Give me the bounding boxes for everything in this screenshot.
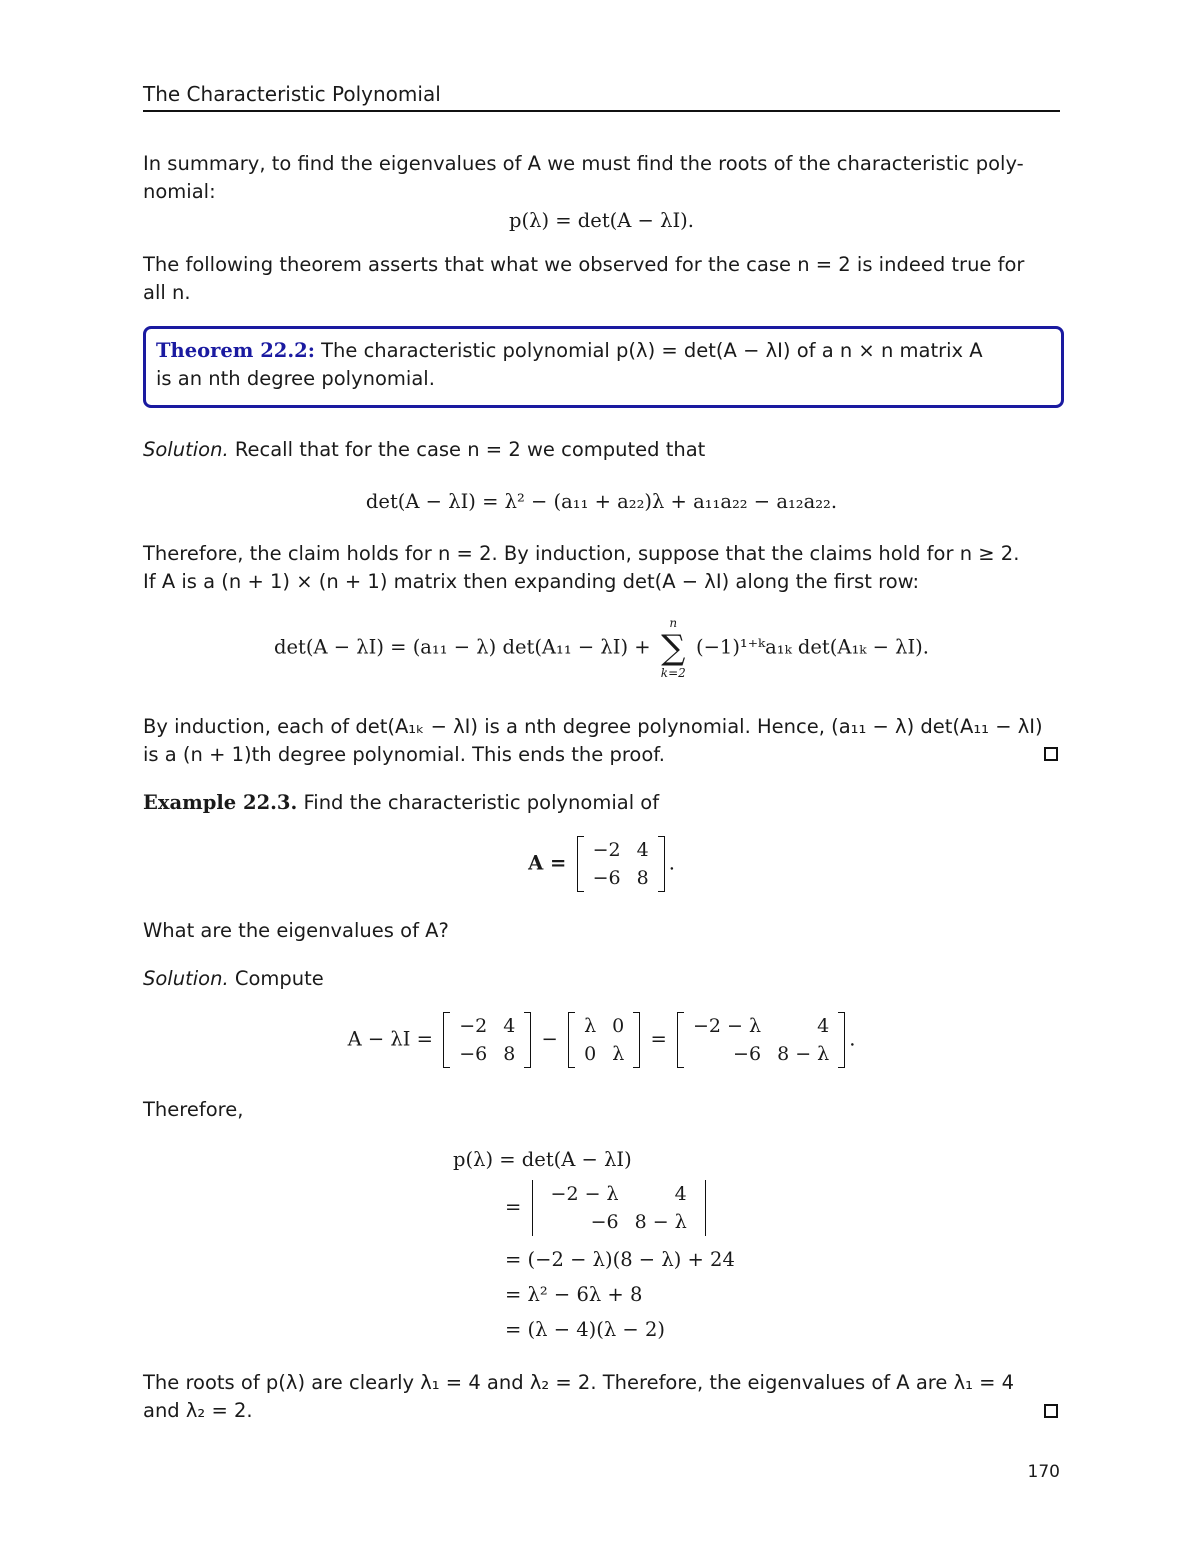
matrix-cell: 4 (503, 1015, 516, 1037)
matrix-cell: 4 (674, 1183, 687, 1205)
eigenvalue-question: What are the eigenvalues of A? (143, 919, 449, 942)
matrix-A-copy (443, 1012, 531, 1068)
theorem-line-1 (156, 337, 1055, 365)
matrix-cell: 8 (503, 1043, 516, 1065)
matrix-cell: 4 (636, 839, 649, 861)
char-poly-equation: p(λ) = det(A − λI). (509, 209, 694, 232)
induction-line-2: is a (n + 1)th degree polynomial. This ends the proof. (143, 743, 665, 766)
page (143, 0, 1060, 1553)
matrix-cell: 0 (612, 1015, 625, 1037)
matrix-cell: 0 (584, 1043, 597, 1065)
matrix-A (577, 836, 665, 892)
matrix-cell: 8 − λ (777, 1043, 830, 1065)
matrix-A-label: A = (528, 851, 567, 875)
matrix-cell: λ (612, 1043, 625, 1065)
determinant-matrix (532, 1180, 706, 1236)
matrix-cell: −2 (592, 839, 621, 861)
matrix-cell: 8 − λ (634, 1211, 687, 1233)
example-solution-label: Solution. (143, 967, 229, 990)
matrix-lambda-I (568, 1012, 640, 1068)
induction-line-1: By induction, each of det(A₁ₖ − λI) is a nth degree polynomial. Hence, (a₁₁ − λ) det(A₁₁ − λI) (143, 715, 1043, 738)
A-minus-lambda-I: A − λI = −2 4 −6 8 − λ 0 0 λ = −2 − λ 4 −6 8 − λ . (143, 1012, 1060, 1068)
step-3: = (−2 − λ)(8 − λ) + 24 (505, 1248, 735, 1271)
matrix-cell: −2 (459, 1015, 488, 1037)
cofactor-expansion (143, 616, 1060, 680)
proof-recall (143, 436, 1060, 464)
matrix-result (677, 1012, 845, 1068)
step-2-equals: = (505, 1195, 522, 1219)
matrix-cell: 8 (636, 867, 649, 889)
step-4: = λ² − 6λ + 8 (505, 1283, 643, 1306)
roots-line-2: and λ₂ = 2. (143, 1399, 253, 1422)
step-1: p(λ) = det(A − λI) (453, 1148, 632, 1171)
intro-line-1: In summary, to find the eigenvalues of A we must find the roots of the characteristic poly- (143, 152, 1024, 175)
intro-line-2: nomial: (143, 180, 216, 203)
determinant-2x2-formula: det(A − λI) = λ² − (a₁₁ + a₂₂)λ + a₁₁a₂₂ − a₁₂a₂₂. (365, 490, 838, 513)
compute-text: Compute (234, 967, 324, 990)
roots-line-1: The roots of p(λ) are clearly λ₁ = 4 and λ₂ = 2. Therefore, the eigenvalues of A are λ₁ = 4 (143, 1371, 1015, 1394)
recall-text: Recall that for the case n = 2 we computed that (234, 438, 706, 461)
matrix-cell: −2 − λ (693, 1015, 762, 1037)
qed-square-icon (1044, 747, 1058, 761)
expansion-right: (−1)¹⁺ᵏa₁ₖ det(A₁ₖ − λI). (695, 635, 929, 659)
matrix-cell: 4 (817, 1015, 830, 1037)
sum-upper-limit: n (669, 616, 678, 630)
lhs-expression: A − λI = (347, 1027, 433, 1051)
matrix-A-definition: A = −2 4 −6 8 . (143, 836, 1060, 892)
qed-square-icon (1044, 1404, 1058, 1418)
matrix-cell: −2 − λ (550, 1183, 619, 1205)
matrix-cell: −6 (592, 867, 621, 889)
summation-operator (661, 616, 686, 680)
theorem-text-1: The characteristic polynomial p(λ) = det(A − λI) of a n × n matrix A (321, 339, 983, 362)
expansion-left: det(A − λI) = (a₁₁ − λ) det(A₁₁ − λI) + (274, 635, 651, 659)
therefore-line-2: If A is a (n + 1) × (n + 1) matrix then expanding det(A − λI) along the first row: (143, 570, 920, 593)
example-text: Find the characteristic polynomial of (303, 791, 660, 814)
page-number: 170 (1027, 1462, 1060, 1482)
theorem-text-2: is an nth degree polynomial. (156, 367, 435, 390)
sum-lower-limit: k=2 (660, 666, 686, 680)
step-2 (505, 1180, 1005, 1236)
therefore-line-1: Therefore, the claim holds for n = 2. By induction, suppose that the claims hold for n ≥ 2. (143, 542, 1020, 565)
theorem-label: Theorem 22.2: (156, 339, 315, 362)
matrix-cell: λ (584, 1015, 597, 1037)
solution-label: Solution. (143, 438, 229, 461)
following-line-2: all n. (143, 281, 191, 304)
therefore-text: Therefore, (143, 1098, 244, 1121)
matrix-cell: −6 (733, 1043, 762, 1065)
sigma-icon: ∑ (661, 628, 686, 668)
theorem-box (143, 326, 1064, 408)
example-heading (143, 789, 1060, 817)
example-solution (143, 965, 1060, 993)
example-label: Example 22.3. (143, 791, 298, 814)
matrix-cell: −6 (590, 1211, 619, 1233)
matrix-cell: −6 (459, 1043, 488, 1065)
header-title: The Characteristic Polynomial (143, 82, 441, 106)
running-header (143, 80, 1060, 112)
step-5: = (λ − 4)(λ − 2) (505, 1318, 665, 1341)
following-line-1: The following theorem asserts that what we observed for the case n = 2 is indeed true for (143, 253, 1025, 276)
